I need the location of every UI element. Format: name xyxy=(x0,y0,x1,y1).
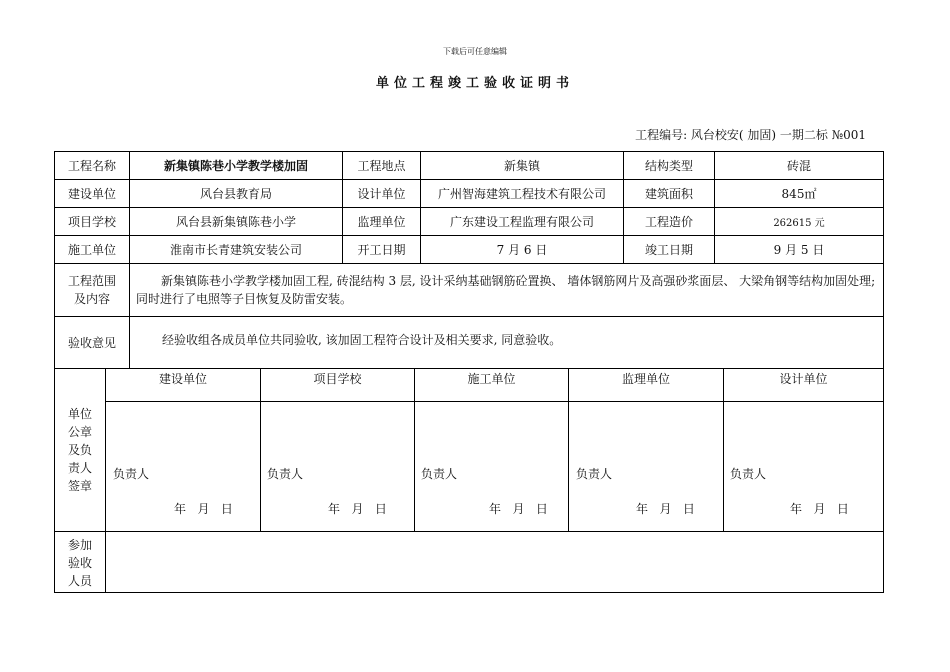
label-building-area: 建筑面积 xyxy=(644,187,693,201)
label-project-location: 工程地点 xyxy=(357,159,406,173)
project-number: 工程编号: 风台校安( 加固) 一期二标 №001 xyxy=(635,128,866,142)
date-placeholder: 年 月 日 xyxy=(636,502,695,516)
opinion-text: 经验收组各成员单位共同验收, 该加固工程符合设计及相关要求, 同意验收。 xyxy=(162,333,562,347)
value-school: 风台县新集镇陈巷小学 xyxy=(175,215,296,229)
value-project-cost: 262615 元 xyxy=(773,218,825,229)
responsible-label: 负责人 xyxy=(730,467,767,481)
label-start-date: 开工日期 xyxy=(357,243,406,257)
date-placeholder: 年 月 日 xyxy=(489,502,548,516)
value-project-name: 新集镇陈巷小学教学楼加固 xyxy=(163,159,308,173)
value-structure-type: 砖混 xyxy=(786,159,811,173)
label-contractor: 施工单位 xyxy=(67,243,116,257)
responsible-label: 负责人 xyxy=(267,467,304,481)
label-design-unit: 设计单位 xyxy=(357,187,406,201)
value-construction-unit: 风台县教育局 xyxy=(199,187,272,201)
label-seal: 单位 公章 及负 责人 签章 xyxy=(67,407,92,493)
label-project-name: 工程名称 xyxy=(67,159,116,173)
page-title: 单位工程竣工验收证明书 xyxy=(375,76,574,91)
responsible-label: 负责人 xyxy=(576,467,613,481)
seal-unit-contractor: 施工单位 xyxy=(467,371,516,386)
label-participants: 参加 验收 人员 xyxy=(67,538,92,588)
value-project-location: 新集镇 xyxy=(503,159,540,173)
value-supervision-unit: 广东建设工程监理有限公司 xyxy=(449,215,594,229)
seal-unit-construction: 建设单位 xyxy=(158,371,207,386)
responsible-label: 负责人 xyxy=(113,467,150,481)
participants-field[interactable] xyxy=(106,532,883,592)
label-construction-unit: 建设单位 xyxy=(67,187,116,201)
scope-text: 新集镇陈巷小学教学楼加固工程, 砖混结构 3 层, 设计采纳基础钢筋砼置换、 墙体钢筋网片及高强砂浆面层、 大梁角钢等结构加固处理; 同时进行了电照等子目恢复及防雷安装。 xyxy=(136,274,876,306)
label-completion-date: 竣工日期 xyxy=(644,243,693,257)
date-placeholder: 年 月 日 xyxy=(790,502,849,516)
label-supervision-unit: 监理单位 xyxy=(357,215,406,229)
label-project-cost: 工程造价 xyxy=(644,215,693,229)
label-school: 项目学校 xyxy=(67,215,116,229)
value-design-unit: 广州智海建筑工程技术有限公司 xyxy=(437,187,606,201)
seal-unit-supervision: 监理单位 xyxy=(621,371,670,386)
header-note: 下载后可任意编辑 xyxy=(443,47,507,56)
label-structure-type: 结构类型 xyxy=(644,159,693,173)
date-placeholder: 年 月 日 xyxy=(174,502,233,516)
responsible-label: 负责人 xyxy=(421,467,458,481)
label-scope: 工程范围 及内容 xyxy=(67,274,116,306)
label-opinion: 验收意见 xyxy=(67,336,116,350)
value-contractor: 淮南市长青建筑安装公司 xyxy=(169,243,302,257)
value-completion-date: 9 月 5 日 xyxy=(773,243,825,257)
seal-unit-school: 项目学校 xyxy=(313,371,362,386)
seal-unit-design: 设计单位 xyxy=(779,371,828,386)
date-placeholder: 年 月 日 xyxy=(328,502,387,516)
value-building-area: 845㎡ xyxy=(781,187,817,201)
value-start-date: 7 月 6 日 xyxy=(496,243,548,257)
